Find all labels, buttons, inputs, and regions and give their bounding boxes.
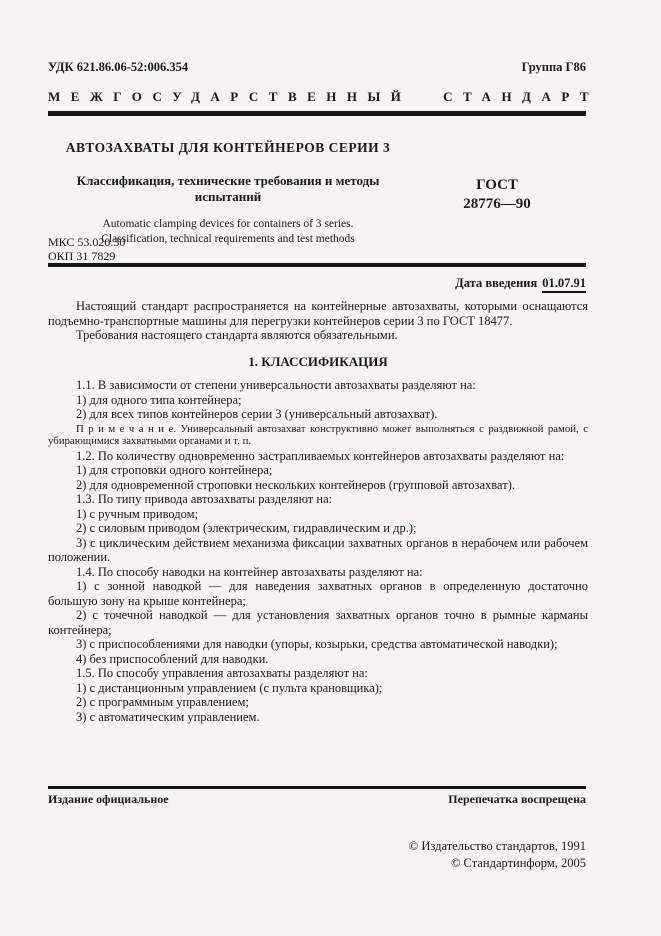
- codes-block: [48, 235, 125, 263]
- paragraph: Настоящий стандарт распространяется на контейнерные автозахваты, которыми оснащаются подъемно-транспортные машины для перегрузки контейнеров серии 3 по ГОСТ 18477.: [48, 299, 588, 328]
- paragraph: 2) для всех типов контейнеров серии 3 (универсальный автозахват).: [76, 407, 438, 421]
- title-english-line1: Automatic clamping devices for containers of 3 series.: [102, 218, 354, 230]
- header-rule: [48, 111, 586, 116]
- paragraph: 3) с циклическим действием механизма фиксации захватных органов в нерабочем или рабочем положении.: [48, 535, 588, 565]
- title-english-line2: Classification, technical requirements and test methods: [101, 233, 355, 245]
- copyright-line2: © Стандартинформ, 2005: [450, 856, 586, 870]
- introduction-date-row: [48, 276, 586, 291]
- gost-designation: [432, 176, 562, 214]
- paragraph: 4) без приспособлений для наводки.: [76, 651, 269, 666]
- title-block: [48, 140, 408, 247]
- copyright-line1: © Издательство стандартов, 1991: [408, 839, 586, 853]
- date-value: 01.07.91: [542, 276, 586, 293]
- document-body: [48, 299, 588, 724]
- paragraph: 2) с программным управлением;: [76, 695, 249, 710]
- standard-type-banner: МЕЖГОСУДАРСТВЕННЫЙ СТАНДАРТ: [48, 89, 600, 104]
- paragraph: 1) с дистанционным управлением (с пульта крановщика);: [76, 680, 383, 695]
- group-code: Группа Г86: [521, 60, 586, 74]
- gost-label: ГОСТ: [476, 177, 518, 193]
- udk-code: УДК 621.86.06-52:006.354: [48, 60, 189, 74]
- paragraph: 1.3. По типу привода автозахваты разделяют на:: [76, 492, 333, 507]
- copyright-block: [48, 838, 586, 872]
- mks-code: МКС 53.020.30: [48, 235, 126, 249]
- paragraph: 1) для одного типа контейнера;: [76, 392, 242, 407]
- paragraph: 1) с зонной наводкой — для наведения захватных органов в определенную достаточно большую зону на крыше контейнера;: [48, 579, 588, 608]
- paragraph: 1.4. По способу наводки на контейнер автозахваты разделяют на:: [76, 564, 423, 579]
- document-subtitle: Классификация, технические требования и методы испытаний: [76, 173, 380, 204]
- paragraph: 1) с ручным приводом;: [76, 506, 199, 521]
- document-title: АВТОЗАХВАТЫ ДЛЯ КОНТЕЙНЕРОВ СЕРИИ 3: [65, 140, 391, 155]
- paragraph: Требования настоящего стандарта являются обязательными.: [76, 328, 398, 342]
- gost-number: 28776—90: [463, 196, 531, 212]
- okp-code: ОКП 31 7829: [48, 249, 116, 263]
- paragraph: 2) с точечной наводкой — для установления захватных органов точно в рымные карманы контейнера;: [48, 608, 588, 637]
- paragraph: 3) с автоматическим управлением.: [76, 709, 260, 724]
- paragraph: 2) с силовым приводом (электрическим, гидравлическим и др.);: [76, 521, 417, 536]
- edition-note: Издание официальное: [48, 792, 169, 806]
- classification-row: [48, 60, 586, 75]
- date-label: Дата введения: [455, 276, 538, 290]
- paragraph: 2) для одновременной строповки нескольких контейнеров (групповой автозахват).: [76, 477, 516, 492]
- paragraph: 1) для строповки одного контейнера;: [76, 463, 273, 478]
- reprint-note: Перепечатка воспрещена: [448, 792, 586, 806]
- paragraph: 3) с приспособлениями для наводки (упоры, козырьки, средства автоматической наводки);: [76, 637, 558, 652]
- section-heading: 1. КЛАССИФИКАЦИЯ: [248, 353, 388, 369]
- footer-rule: [48, 786, 586, 789]
- footer-row: [48, 792, 586, 807]
- paragraph: 1.1. В зависимости от степени универсальности автозахваты разделяют на:: [76, 378, 476, 392]
- codes-rule: [48, 263, 586, 267]
- paragraph: 1.2. По количеству одновременно застрапливаемых контейнеров автозахваты разделяют на:: [76, 448, 565, 463]
- paragraph: 1.5. По способу управления автозахваты разделяют на:: [76, 666, 368, 681]
- note-paragraph: П р и м е ч а н и е. Универсальный автозахват конструктивно может выполняться с раздвижной рамой, с убирающимися захватными органами и т. п.: [48, 422, 588, 448]
